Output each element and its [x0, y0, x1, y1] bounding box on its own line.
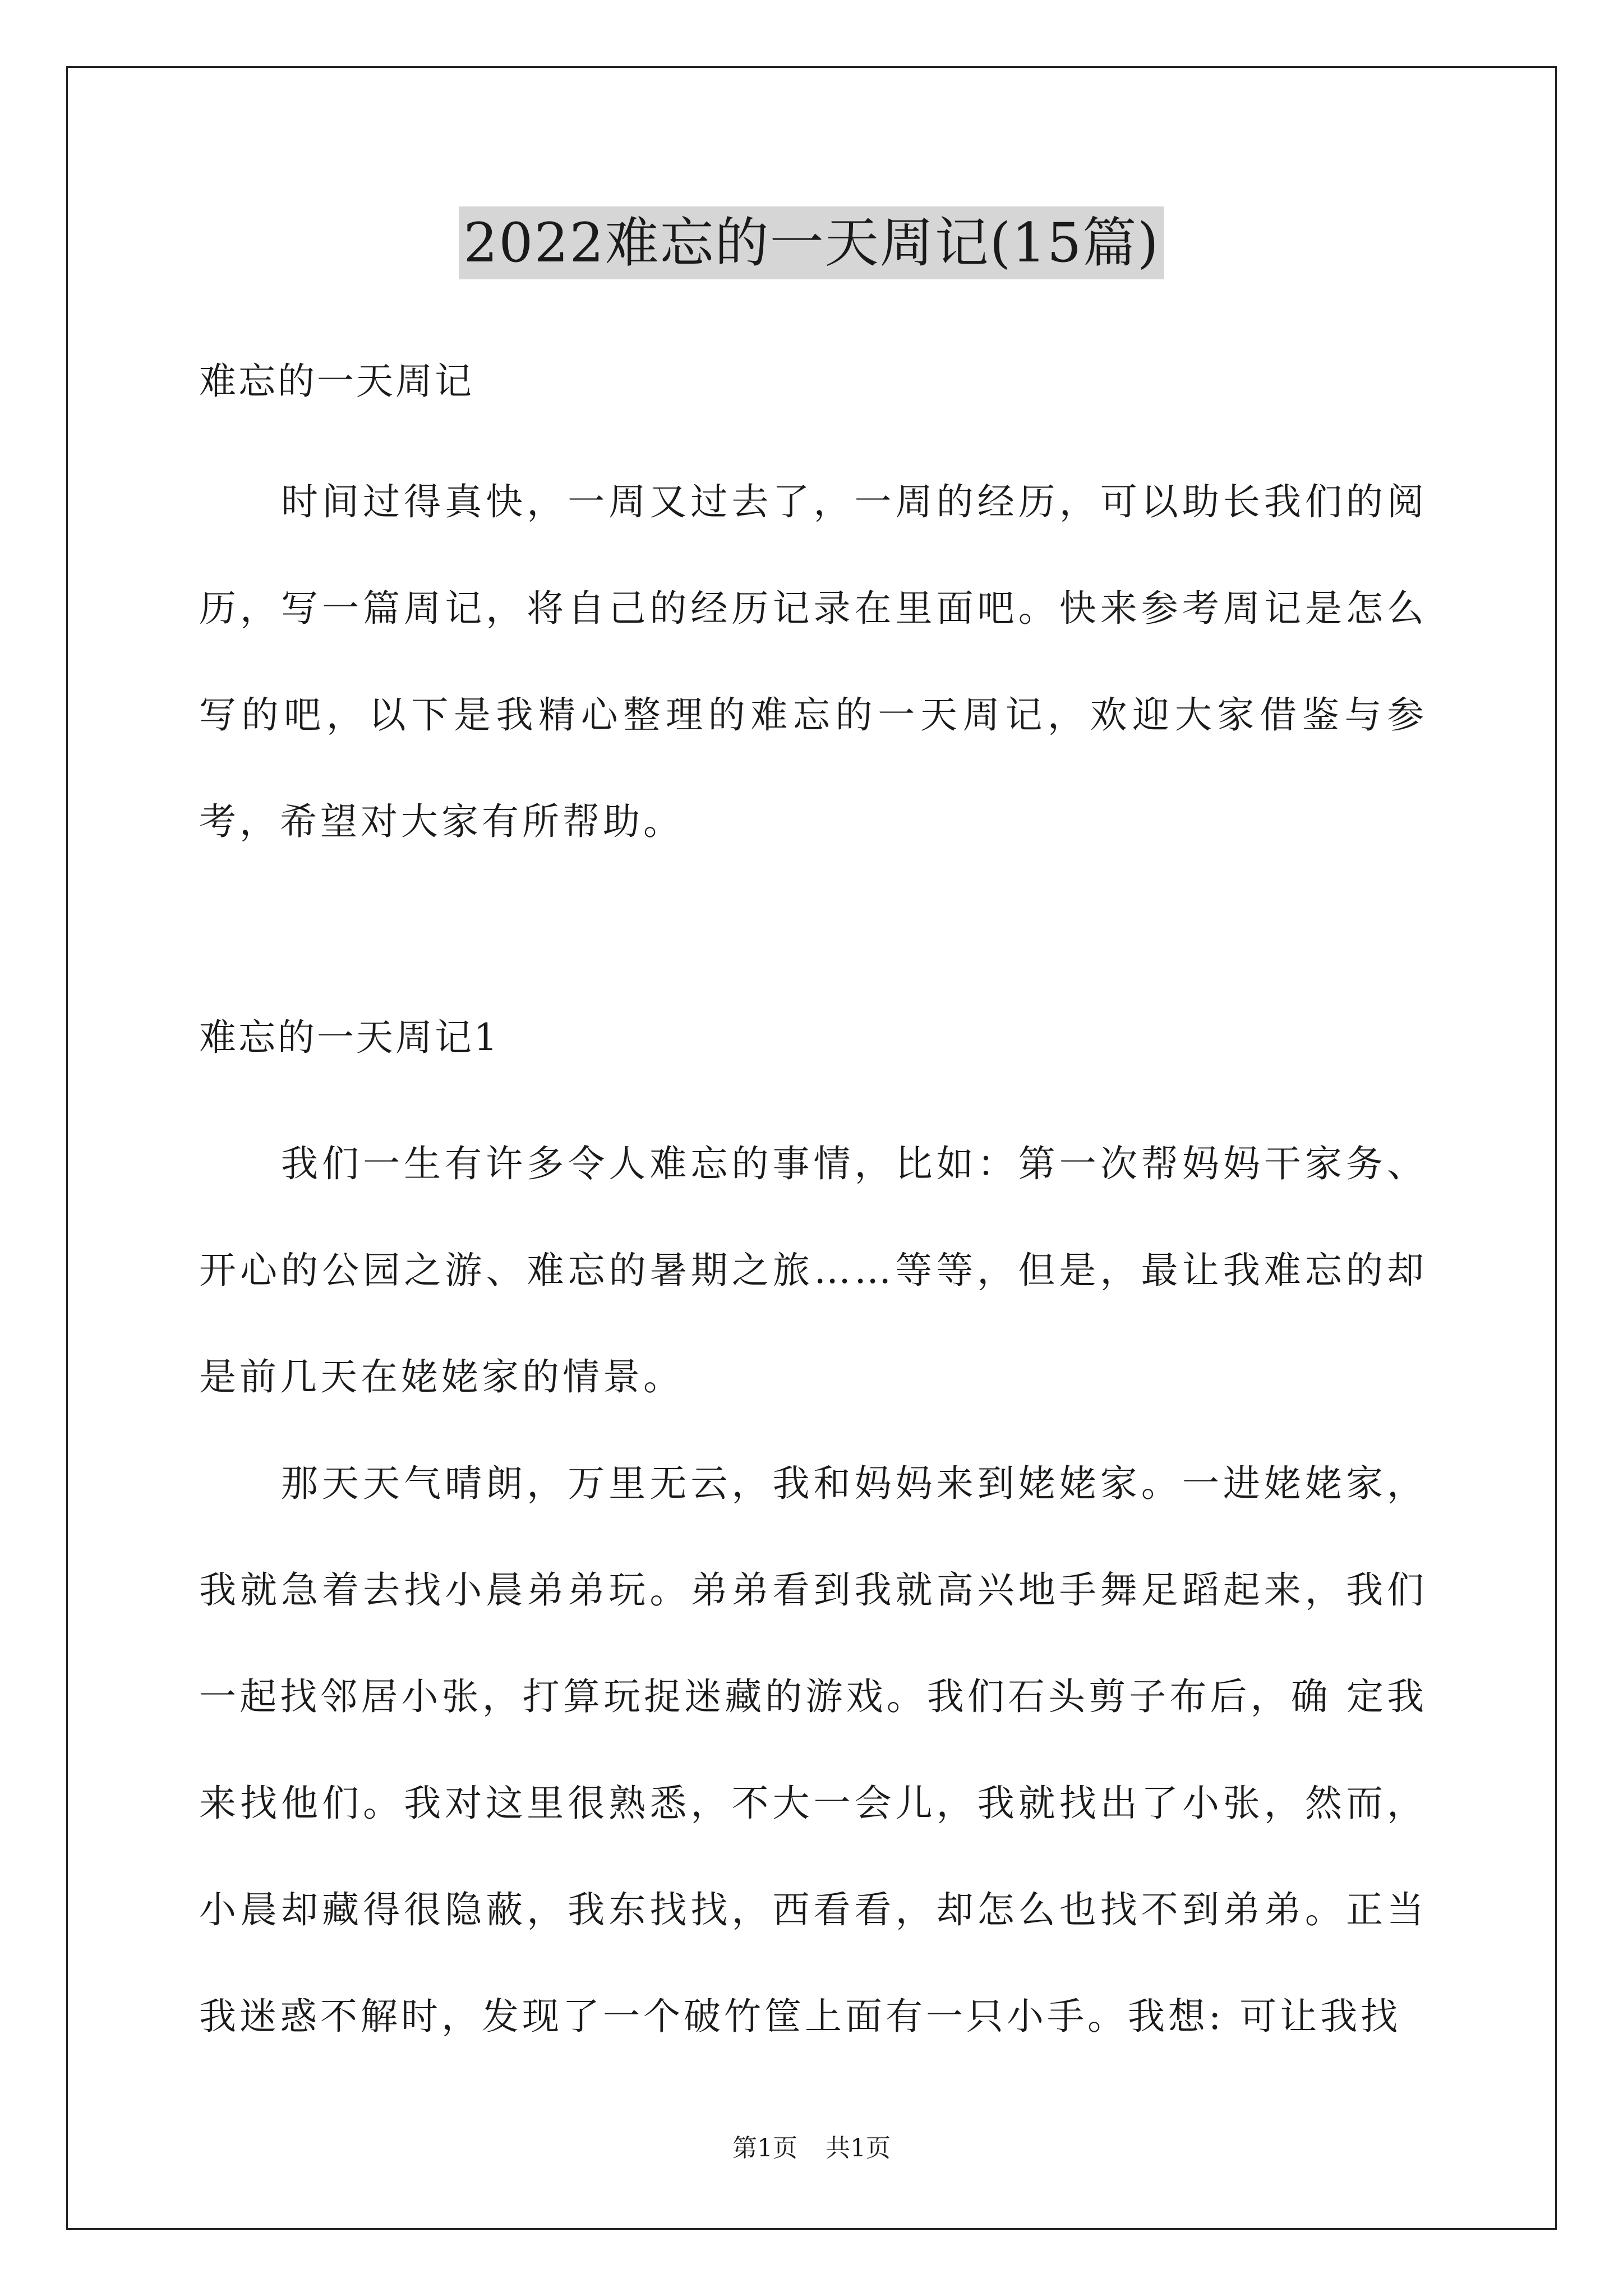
- document-title: 2022难忘的一天周记(15篇): [459, 206, 1164, 279]
- section-1-paragraph-2: 那天天气晴朗，万里无云，我和妈妈来到姥姥家。一进姥姥家，我就急着去找小晨弟弟玩。弟弟看到我就高兴地手舞足蹈起来，我们一起找邻居小张，打算玩捉迷藏的游戏。我们石头剪子布后，确 定我来找他们。我对这里很熟悉，不大一会儿，我就找出了小张，然而，小晨却藏得很隐蔽，我东找找，西看看，却怎么也找不到弟弟。正当我迷惑不解时，发现了一个破竹筐上面有一只小手。我想: 可让我找: [199, 1462, 1427, 2038]
- intro-paragraph: 时间过得真快，一周又过去了，一周的经历，可以助长我们的阅历，写一篇周记，将自己的经历记录在里面吧。快来参考周记是怎么写的吧，以下是我精心整理的难忘的一天周记，欢迎大家借鉴与参考，希望对大家有所帮助。: [199, 480, 1427, 843]
- page-number-current: 第1页: [732, 2134, 797, 2162]
- title-container: [0, 206, 1623, 279]
- page-number-total: 共1页: [826, 2134, 891, 2162]
- section-1-heading: 难忘的一天周记1: [199, 1016, 500, 1059]
- document-body: [199, 348, 1427, 2070]
- intro-heading: 难忘的一天周记: [199, 360, 474, 403]
- section-1-paragraph-1: 我们一生有许多令人难忘的事情，比如：第一次帮妈妈干家务、开心的公园之游、难忘的暑期之旅……等等，但是，最让我难忘的却是前几天在姥姥家的情景。: [199, 1142, 1427, 1398]
- page-footer: [0, 2132, 1623, 2165]
